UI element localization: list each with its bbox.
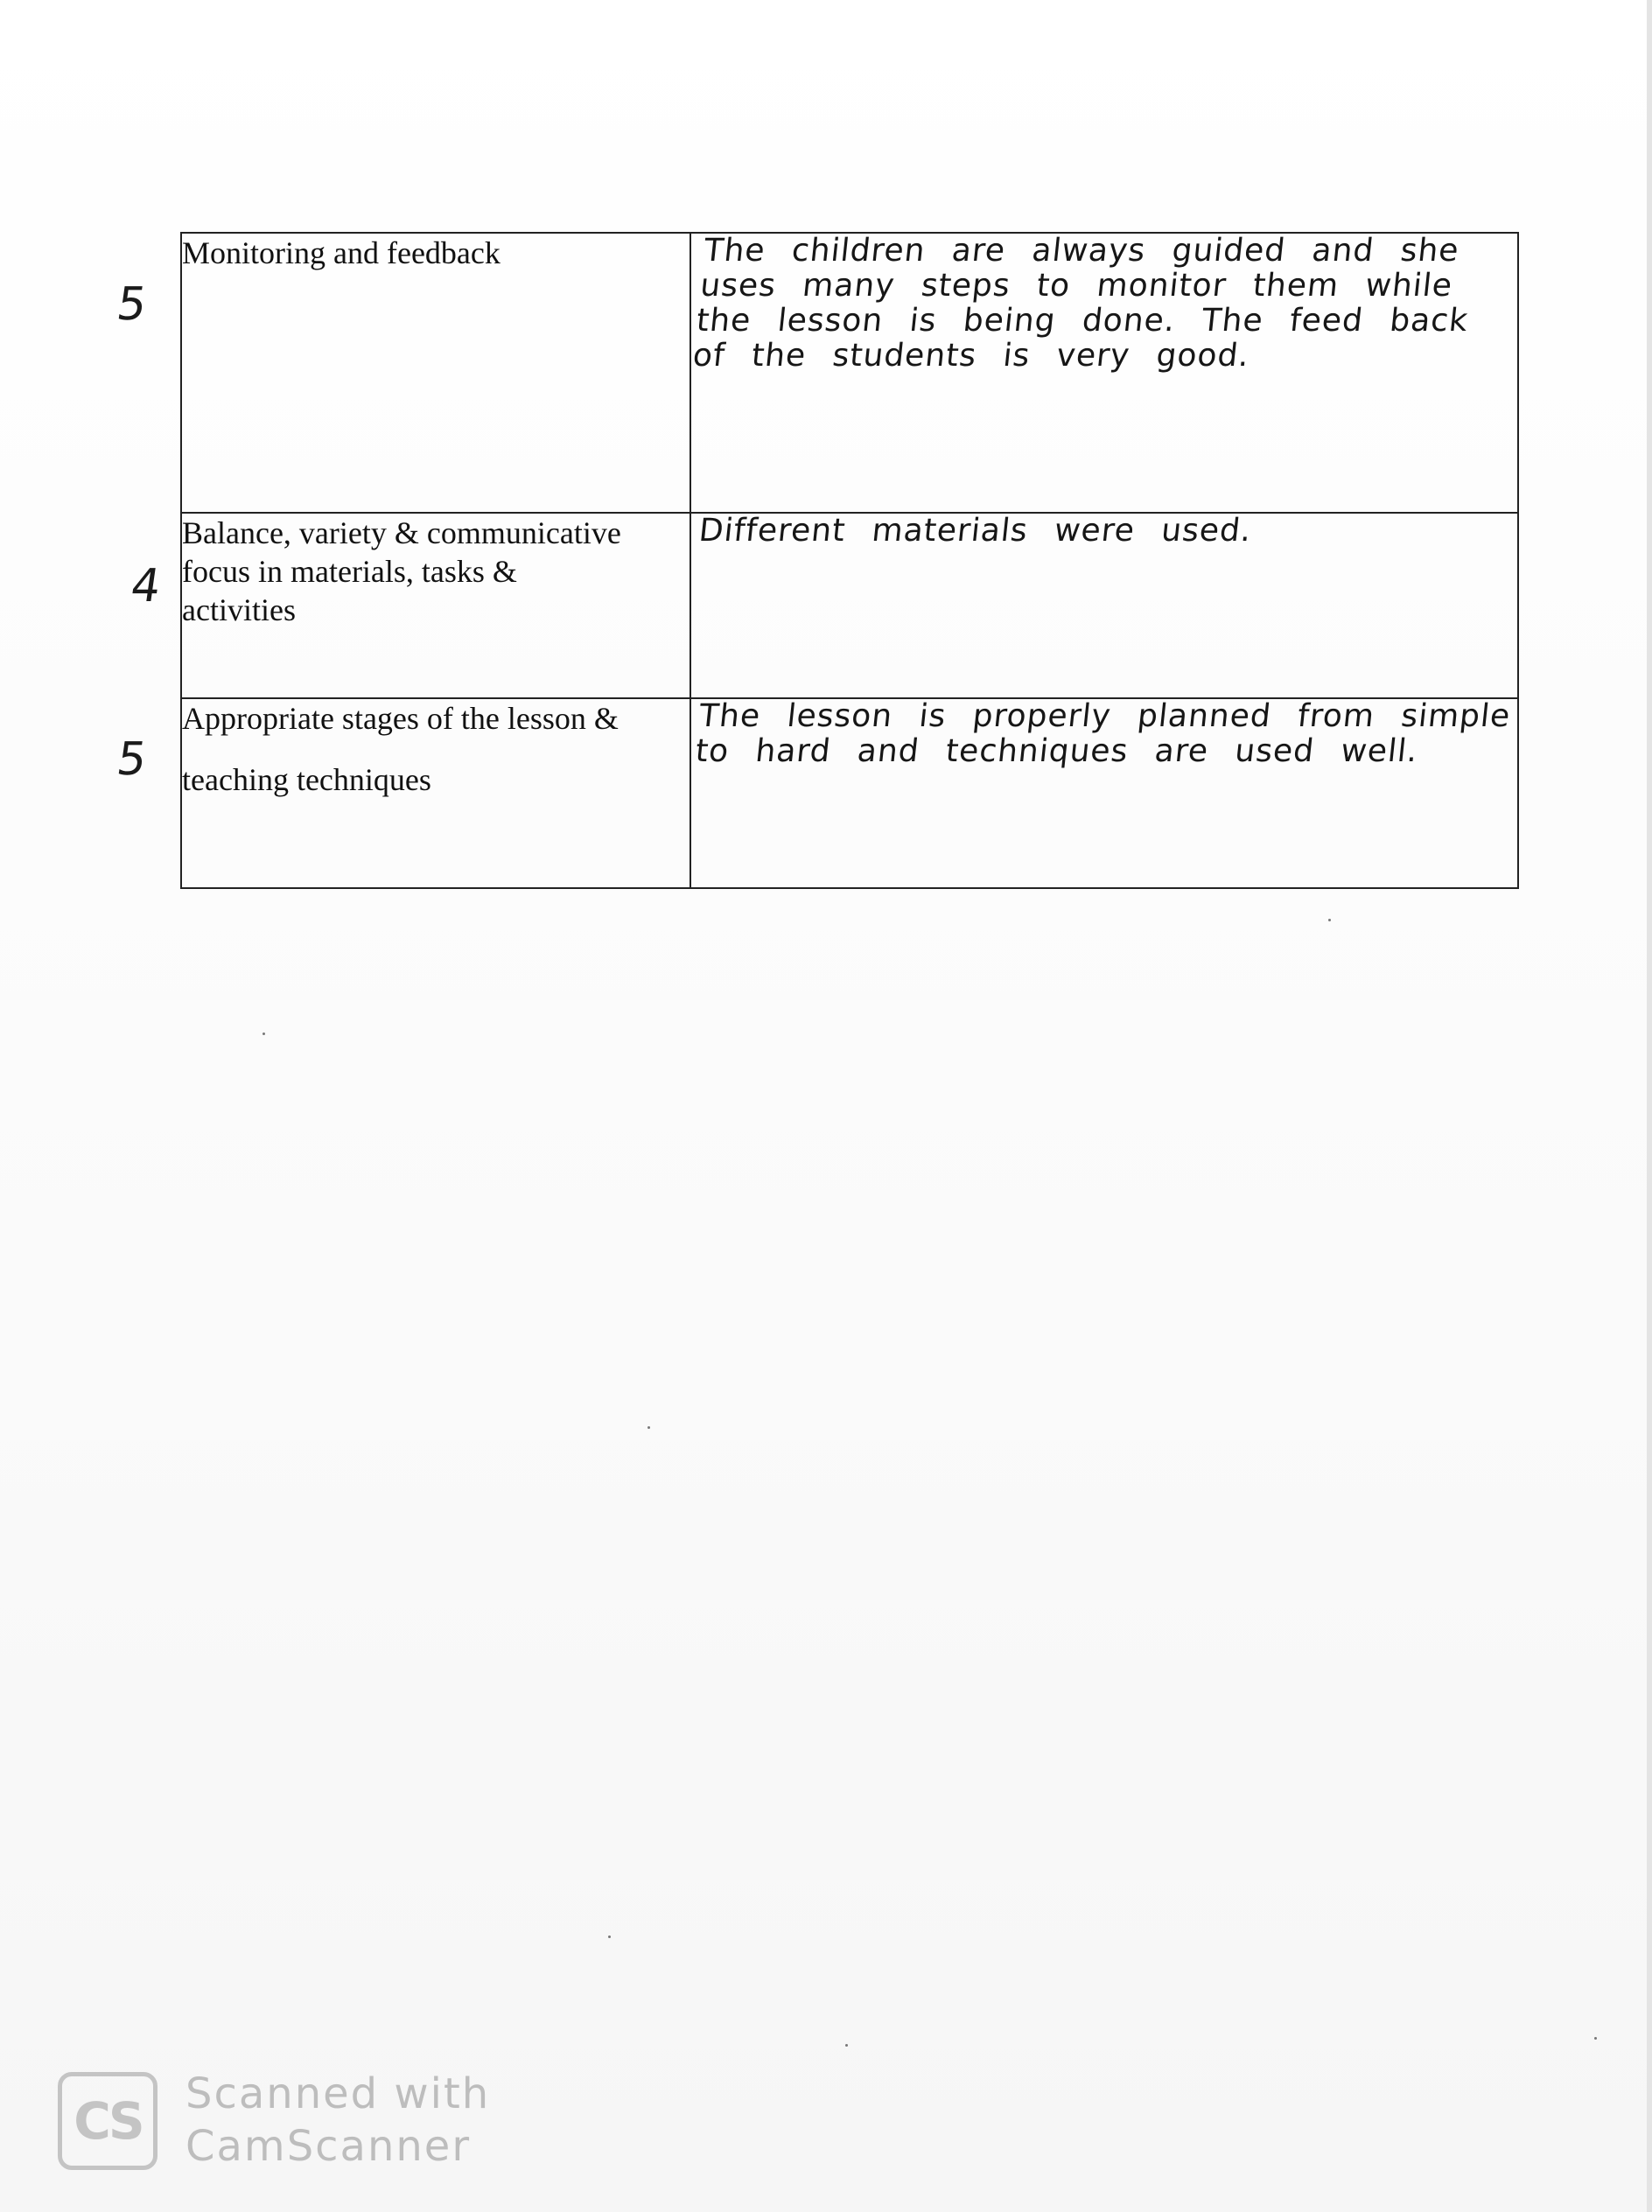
criterion-cell [181,698,690,888]
criterion-cell [181,513,690,698]
table-row [181,233,1518,513]
camscanner-logo-text: CS [74,2091,142,2151]
dust-speck [648,1426,650,1429]
dust-speck [845,2044,848,2047]
criterion-text: teaching techniques [182,762,431,797]
dust-speck [262,1032,265,1035]
page-edge-shadow [1647,0,1652,2212]
dust-speck [1328,919,1331,921]
dust-speck [608,1936,611,1938]
table-row [181,513,1518,698]
criterion-text: Balance, variety & communicative [182,515,621,550]
comment-cell: The children are always guided and she uses many steps to monitor them while the lesson is being done. The feed back of the students is very good. [676,233,1533,513]
score-row-2: 4 [127,560,164,612]
criterion-text: Monitoring and feedback [182,235,500,270]
criterion-text: Appropriate stages of the lesson & [182,701,619,736]
criterion-text: focus in materials, tasks & [182,554,517,589]
criterion-cell [181,233,690,513]
watermark-line-1: Scanned with [186,2069,491,2118]
comment-cell: The lesson is properly planned from simple to hard and techniques are used well. [681,698,1529,888]
score-row-3: 5 [113,733,150,786]
table-row [181,698,1518,888]
camscanner-logo [58,2072,158,2170]
watermark-line-2: CamScanner [186,2122,472,2171]
camscanner-watermark [186,2068,490,2173]
score-row-1: 5 [113,278,150,331]
comment-cell: Different materials were used. [681,513,1528,698]
criterion-text: activities [182,592,296,627]
dust-speck [1594,2037,1597,2040]
evaluation-table [180,232,1519,889]
